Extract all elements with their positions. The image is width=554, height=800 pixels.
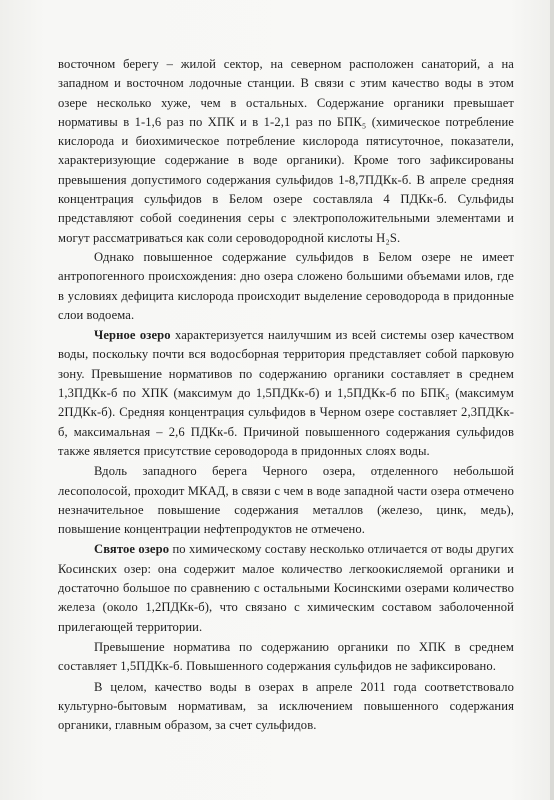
paragraph-svyatoe-ozero-text: по химическому составу несколько отличается от воды других Косинских озер: она содержит малое количество легкоокисляемой органики и достаточно большое по сравнению с остальными Косинскими озерами количество железа (около 1,2ПДКк-б), что связано с химическим составом заболоченной прилегающей территории.: [58, 542, 515, 634]
paragraph-mkad: Вдоль западного берега Черного озера, отделенного небольшой лесополосой, проходит МКАД, в связи с чем в воде западной части озера отмечено незначительное повышение содержания металлов (железо, цинк, медь), повышение концентрации нефтепродуктов не отмечено.: [58, 464, 514, 537]
paragraph-svyatoe-ozero: [58, 540, 514, 636]
paragraph-conclusion: В целом, качество воды в озерах в апреле 2011 года соответствовало культурно-бытовым нормативам, за исключением повышенного содержания органики, главным образом, за счет сульфидов.: [58, 679, 514, 733]
paragraph-sulfide-origin: Однако повышенное содержание сульфидов в Белом озере не имеет антропогенного происхождения: дно озера сложено большими объемами илов, где в условиях дефицита кислорода происходит выделение сероводорода в придонные слои водоема.: [58, 249, 514, 322]
paragraph-xpk-svyatoe: Превышение норматива по содержанию органики по ХПК в среднем составляет 1,5ПДКк-б. Повышенного содержания сульфидов не зафиксировано.: [58, 639, 514, 674]
paragraph-chernoe-ozero-text: характеризуется наилучшим из всей системы озер качеством воды, поскольку почти вся водосборная территория представляет собой парковую зону. Превышение нормативов по содержанию органики составляет в среднем 1,3ПДКк-б по ХПК (максимум до 1,5ПДКк-б) и 1,5ПДКк-б по БПК₅ (максимум 2ПДКк-б). Средняя концентрация сульфидов в Черном озере составляет 2,3ПДКк-б, максимальная – 2,6 ПДКк-б. Причиной повышенного содержания сульфидов также является присутствие сероводорода в придонных слоях воды.: [58, 328, 514, 458]
heading-chernoe-ozero: Черное озеро: [94, 328, 171, 343]
paragraph-chernoe-ozero: [58, 326, 514, 461]
paragraph-beloe-ozero-quality: восточном берегу – жилой сектор, на северном расположен санаторий, а на западном и восточном лодочные станции. В связи с этим качество воды в этом озере несколько хуже, чем в остальных. Содержание органики превышает нормативы в 1-1,6 раз по ХПК и в 1-2,1 раз по БПК₅ (химическое потребление кислорода и биохимическое потребление кислорода пятисуточное, показатели, характеризующие содержание в воде органики). Кроме того зафиксированы превышения допустимого содержания сульфидов 1-8,7ПДКк-б. В апреле средняя концентрация сульфидов в Белом озере составляла 4 ПДКк-б. Сульфиды представляют собой соединения серы с электроположительными элементами и могут рассматриваться как соли сероводородной кислоты H₂S.: [58, 57, 514, 245]
heading-svyatoe-ozero: Святое озеро: [94, 542, 170, 557]
